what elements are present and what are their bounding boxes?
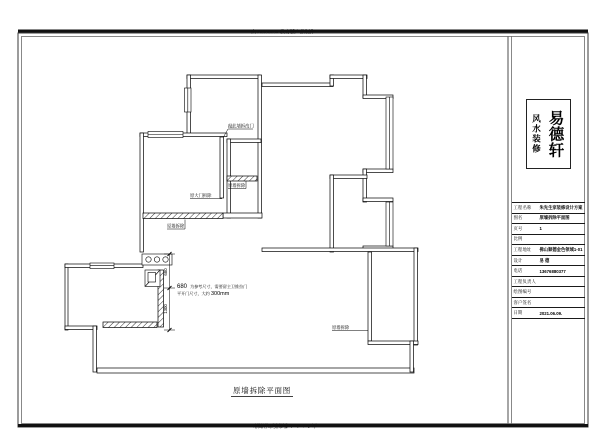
field-label: 比例 <box>513 236 523 242</box>
field-label: 日期 <box>513 310 523 316</box>
title-block <box>512 202 585 319</box>
sink-icon <box>145 270 160 287</box>
field-value: 易 德 <box>539 257 550 263</box>
floor-plan-walls <box>65 75 418 373</box>
label-door-demolish: 原大门拆除 <box>190 193 212 198</box>
title-block-row-address <box>512 245 585 256</box>
demolition-hatched-walls <box>103 176 257 328</box>
field-label: 工程负责人 <box>513 278 536 284</box>
title-block-row-phone <box>512 266 585 277</box>
note-680: 680 <box>177 284 188 290</box>
watermark-top-text: 由 Autodesk 教育版产品制作 <box>251 29 315 36</box>
field-label: 设计 <box>513 257 523 263</box>
field-label: 页号 <box>513 225 523 231</box>
title-block-row-scale <box>512 235 585 246</box>
label-wall-knock: 敲此墙拆改门 <box>228 123 254 129</box>
note-line1: 为参考尺寸，需要留主卫推拉门 <box>190 284 248 289</box>
title-block-row-date <box>512 308 585 319</box>
field-value: 朱先生家装修设计方案 <box>539 204 583 210</box>
field-label: 电话 <box>513 268 523 274</box>
note-line2a: 平开门尺寸，大约 <box>177 291 210 296</box>
plan-note <box>177 283 247 297</box>
field-value: 原墙拆除平面图 <box>539 215 570 221</box>
label-wall-demolish-1: 原墙拆除 <box>228 183 246 188</box>
title-block-row-client-signature <box>512 298 585 309</box>
title-block-row-drawing-number <box>512 287 585 298</box>
title-block-row-project-manager <box>512 277 585 288</box>
field-value: 13676880377 <box>539 268 566 274</box>
title-block-row-project-name <box>512 203 585 214</box>
demolition-labels <box>167 123 368 332</box>
field-label: 工程名称 <box>513 204 532 210</box>
watermark-bar-bottom <box>18 422 588 429</box>
dim-1300: 1300 <box>163 304 168 314</box>
logo-tagline: 风水装修 <box>531 114 542 154</box>
watermark-bar-top <box>18 29 588 36</box>
plan-title: 原墙拆除平面图 <box>233 386 292 395</box>
field-value: 佛山顺德金色领域1-01 <box>539 246 583 252</box>
field-label: 绘图编号 <box>513 289 532 295</box>
note-line2b: 300mm <box>211 291 230 297</box>
field-value: 1 <box>539 226 542 232</box>
logo-brand-name: 易德轩 <box>546 110 566 158</box>
plan-title-group <box>231 385 293 397</box>
field-label: 工程地址 <box>513 246 532 252</box>
title-block-row-designer <box>512 256 585 267</box>
watermark-bottom-text: 由 Autodesk 教育版产品制作 <box>253 422 317 428</box>
field-label: 客户签名 <box>513 299 532 305</box>
field-label: 图名 <box>513 215 523 221</box>
dim-680: 680 <box>163 268 168 276</box>
title-block-row-page-number <box>512 224 585 235</box>
label-wall-demolish-3: 原墙拆除 <box>332 325 350 330</box>
label-wall-demolish-2: 原墙拆除 <box>167 223 185 229</box>
field-value: 2021.06.09. <box>539 310 563 316</box>
title-block-row-drawing-name <box>512 214 585 225</box>
studio-logo <box>526 99 571 169</box>
